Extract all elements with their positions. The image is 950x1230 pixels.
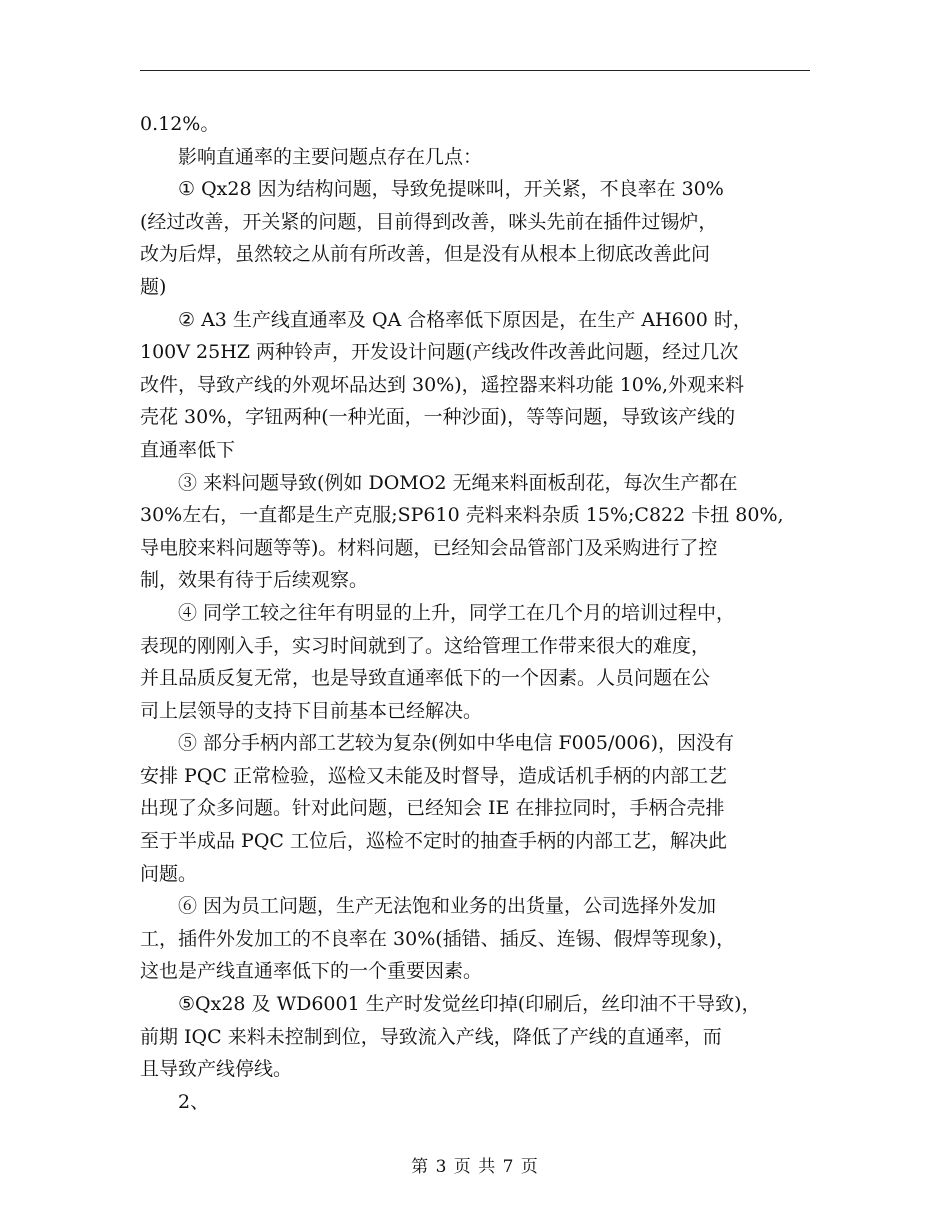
text-line: 司上层领导的支持下目前基本已经解决。	[140, 699, 483, 722]
text-line: 工，插件外发加工的不良率在 30%(插错、插反、连锡、假焊等现象)，	[140, 927, 736, 950]
text-line: 问题。	[140, 862, 198, 885]
text-line: 改件，导致产线的外观坏品达到 30%)，遥控器来料功能 10%,外观来料	[140, 373, 744, 396]
text-line: ③ 来料问题导致(例如 DOMO2 无绳来料面板刮花，每次生产都在	[178, 471, 738, 494]
text-line: 导电胶来料问题等等)。材料问题，已经知会品管部门及采购进行了控	[140, 536, 718, 559]
text-line: 影响直通率的主要问题点存在几点：	[178, 145, 483, 168]
text-line: ① Qx28 因为结构问题，导致免提咪叫，开关紧，不良率在 30%	[178, 178, 724, 201]
text-line: ② A3 生产线直通率及 QA 合格率低下原因是，在生产 AH600 时，	[178, 308, 752, 331]
text-line: 表现的刚刚入手，实习时间就到了。这给管理工作带来很大的难度，	[140, 634, 711, 657]
text-line: ⑤Qx28 及 WD6001 生产时发觉丝印掉(印刷后，丝印油不干导致)，	[178, 993, 761, 1016]
text-line: 并且品质反复无常，也是导致直通率低下的一个因素。人员问题在公	[140, 667, 711, 690]
text-line: 且导致产线停线。	[140, 1058, 293, 1081]
text-line: 0.12%。	[140, 113, 220, 135]
text-line: 至于半成品 PQC 工位后，巡检不定时的抽查手柄的内部工艺，解决此	[140, 830, 727, 853]
text-line: 这也是产线直通率低下的一个重要因素。	[140, 960, 483, 983]
text-line: ⑤ 部分手柄内部工艺较为复杂(例如中华电信 F005/006)，因没有	[178, 732, 735, 755]
text-line: 前期 IQC 来料未控制到位，导致流入产线，降低了产线的直通率，而	[140, 1025, 722, 1048]
header-rule	[140, 70, 810, 71]
text-line: ④ 同学工较之往年有明显的上升，同学工在几个月的培训过程中，	[178, 601, 736, 624]
text-line: 100V 25HZ 两种铃声，开发设计问题(产线改件改善此问题，经过几次	[140, 341, 739, 364]
document-body	[140, 108, 812, 1118]
text-line: 制，效果有待于后续观察。	[140, 569, 369, 592]
text-line: 安排 PQC 正常检验，巡检又未能及时督导，造成话机手柄的内部工艺	[140, 764, 727, 787]
text-line: 2、	[178, 1090, 210, 1113]
text-line: 题)	[140, 275, 167, 298]
text-line: ⑥ 因为员工问题，生产无法饱和业务的出货量，公司选择外发加	[178, 895, 717, 918]
page-footer: 第 3 页 共 7 页	[411, 1157, 539, 1177]
text-line: 改为后焊，虽然较之从前有所改善，但是没有从根本上彻底改善此问	[140, 243, 711, 266]
text-line: 出现了众多问题。针对此问题，已经知会 IE 在排拉同时，手柄合壳排	[140, 797, 725, 820]
text-line: (经过改善，开关紧的问题，目前得到改善，咪头先前在插件过锡炉，	[140, 210, 718, 233]
text-line: 直通率低下	[140, 438, 236, 461]
text-line: 壳花 30%，字钮两种(一种光面，一种沙面)，等等问题，导致该产线的	[140, 406, 736, 429]
text-line: 30%左右，一直都是生产克服;SP610 壳料来料杂质 15%;C822 卡扭 80%,	[140, 504, 784, 527]
